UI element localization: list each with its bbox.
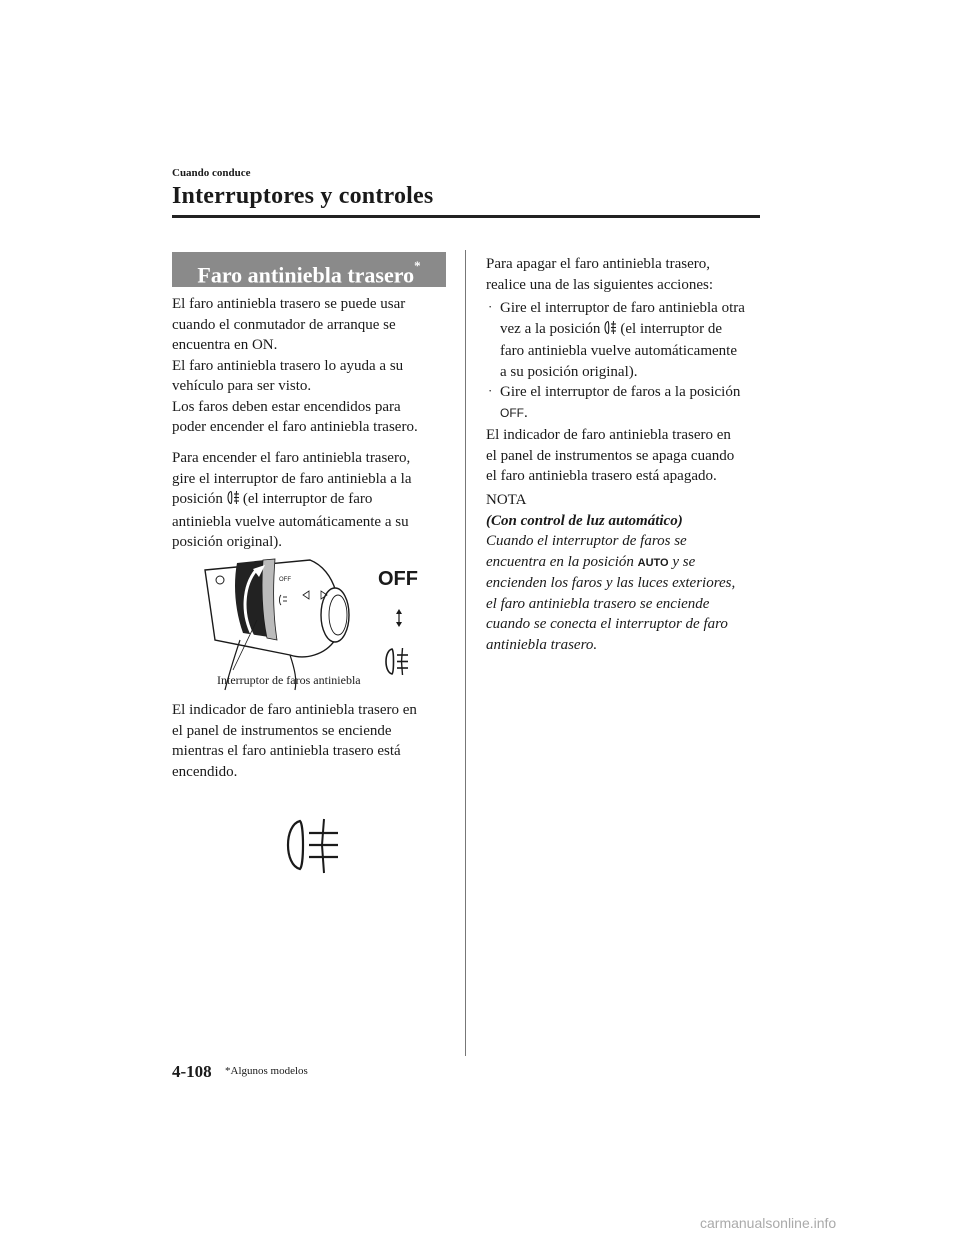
text-fragment: posición: [172, 491, 223, 507]
text-line: Para encender el faro antiniebla trasero,: [172, 450, 411, 466]
text-line: el panel de instrumentos se enciende: [172, 722, 392, 739]
note-block: [486, 490, 776, 655]
text-line: antiniebla trasero.: [486, 636, 598, 653]
text-line: Gire el interruptor de faro antiniebla otra: [500, 300, 745, 316]
text-line: El indicador de faro antiniebla trasero en: [486, 427, 731, 443]
text-line: Gire el interruptor de faros a la posición: [500, 384, 741, 400]
text-line: [172, 489, 457, 512]
text-line: vehículo para ser visto.: [172, 378, 312, 394]
text-line: [500, 403, 766, 424]
text-line: realice una de las siguientes acciones:: [486, 276, 713, 293]
text-line: antiniebla vuelve automáticamente a su: [172, 513, 409, 530]
text-line: Para apagar el faro antiniebla trasero,: [486, 256, 711, 272]
text-line: cuando se conecta el interruptor de faro: [486, 616, 728, 632]
text-line: encienden los faros y las luces exteriores,: [486, 575, 736, 591]
note-heading: NOTA: [486, 492, 527, 508]
text-line: El faro antiniebla trasero lo ayuda a su: [172, 357, 404, 374]
indicator-on-paragraph: [172, 700, 457, 782]
text-line: el faro antiniebla trasero se enciende: [486, 595, 710, 612]
text-line: el faro antiniebla trasero está apagado.: [486, 468, 717, 484]
rear-fog-lamp-icon: [603, 320, 617, 342]
text-line: [486, 552, 776, 574]
text-line: cuando el conmutador de arranque se: [172, 316, 396, 333]
text-fragment: encuentra en la posición: [486, 553, 634, 570]
text-line: poder encender el faro antiniebla trasero.: [172, 419, 418, 435]
watermark: carmanualsonline.info: [700, 1215, 837, 1231]
turn-off-bullets: [486, 298, 766, 423]
text-line: faro antiniebla vuelve automáticamente: [500, 343, 737, 359]
text-line: mientras el faro antiniebla trasero está: [172, 743, 401, 759]
bullet-dot: ·: [488, 383, 493, 398]
note-subheading: (Con control de luz automático): [486, 512, 683, 529]
text-line: gire el interruptor de faro antiniebla a la: [172, 470, 412, 487]
figure-caption: Interruptor de faros antiniebla: [217, 673, 361, 687]
indicator-off-paragraph: [486, 425, 776, 487]
text-fragment: (el interruptor de faro: [242, 491, 373, 507]
text-fragment: .: [524, 404, 528, 421]
text-fragment: vez a la posición: [500, 320, 601, 337]
text-line: posición original).: [172, 534, 282, 550]
list-item: [486, 382, 766, 423]
turn-off-intro: [486, 254, 776, 295]
svg-text:OFF: OFF: [279, 577, 291, 583]
up-down-arrow-icon: [396, 609, 402, 627]
figure-off-label: OFF: [378, 568, 418, 590]
text-line: el panel de instrumentos se apaga cuando: [486, 447, 735, 464]
banner-title: Faro antiniebla trasero: [197, 262, 415, 288]
header-rule: [172, 215, 760, 218]
chapter-title: Interruptores y controles: [172, 183, 434, 209]
text-line: El faro antiniebla trasero se puede usar: [172, 296, 406, 312]
footnote: *Algunos modelos: [225, 1065, 308, 1077]
bullet-dot: ·: [488, 299, 493, 314]
section-label: Cuando conduce: [172, 167, 251, 179]
intro-paragraph: [172, 294, 457, 438]
page-number: 4-108: [172, 1062, 212, 1081]
off-position-label: OFF: [500, 405, 524, 420]
text-line: encuentra en ON.: [172, 337, 278, 353]
text-line: El indicador de faro antiniebla trasero en: [172, 702, 417, 718]
text-line: encendido.: [172, 763, 238, 780]
text-line: [500, 319, 766, 342]
text-fragment: y se: [672, 553, 696, 570]
turn-on-paragraph: [172, 448, 457, 553]
column-divider: [465, 250, 466, 1056]
auto-position-label: AUTO: [637, 556, 669, 569]
list-item: [486, 298, 766, 382]
text-line: a su posición original).: [500, 363, 638, 380]
rear-fog-lamp-icon: [226, 490, 240, 512]
rear-fog-indicator-icon: [282, 817, 342, 882]
text-line: Cuando el interruptor de faros se: [486, 533, 687, 549]
banner-asterisk: *: [414, 258, 421, 273]
text-line: Los faros deben estar encendidos para: [172, 398, 401, 415]
rear-fog-lamp-icon: [386, 648, 408, 675]
text-fragment: (el interruptor de: [620, 320, 723, 337]
section-banner: [172, 252, 446, 287]
